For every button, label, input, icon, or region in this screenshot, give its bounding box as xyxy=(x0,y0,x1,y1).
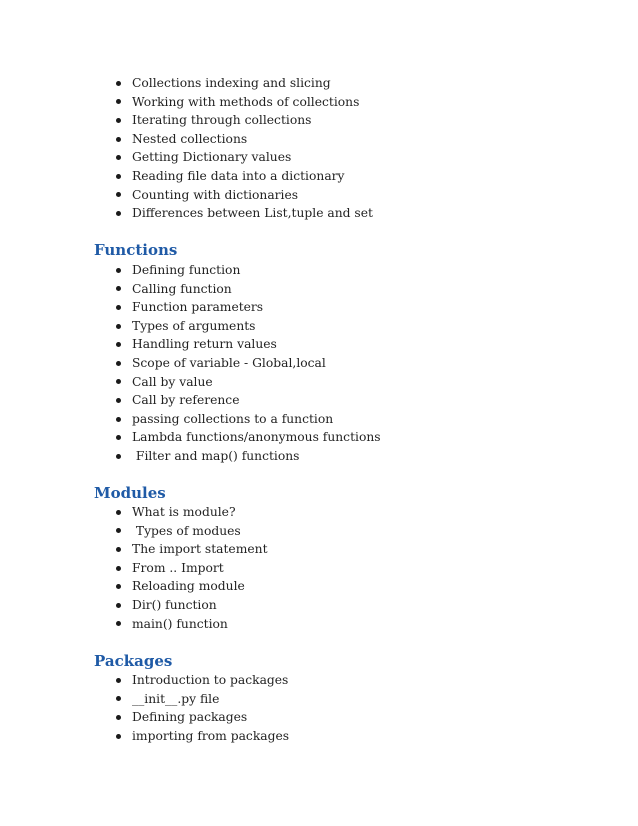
list-item-text: Nested collections xyxy=(132,131,248,146)
list-item xyxy=(116,74,373,93)
bullet-icon xyxy=(116,417,121,422)
list-item xyxy=(116,317,381,336)
list-item xyxy=(116,280,381,299)
bullet-icon xyxy=(116,379,121,384)
bullet-icon xyxy=(116,734,121,739)
bullet-icon xyxy=(116,81,121,86)
bullet-icon xyxy=(116,696,121,701)
list-item-text: From .. Import xyxy=(132,560,224,575)
list-item-text: Calling function xyxy=(132,281,232,296)
bullet-icon xyxy=(116,435,121,440)
list-item-text: Iterating through collections xyxy=(132,113,312,128)
list-item-text: Handling return values xyxy=(132,337,277,352)
list-item-text: __init__.py file xyxy=(132,691,220,706)
bullet-icon xyxy=(116,174,121,179)
list-item-text: passing collections to a function xyxy=(132,411,334,426)
list-item xyxy=(116,522,268,541)
list-item xyxy=(116,690,289,709)
list-item xyxy=(116,596,268,615)
list-item xyxy=(116,671,289,690)
bullet-icon xyxy=(116,268,121,273)
list-item xyxy=(116,540,268,559)
list-item xyxy=(116,335,381,354)
bullet-icon xyxy=(116,99,121,104)
bullet-icon xyxy=(116,566,121,571)
list-item xyxy=(116,615,268,634)
list-item-text: Introduction to packages xyxy=(132,673,289,687)
bullet-icon xyxy=(116,528,121,533)
list-item xyxy=(116,559,268,578)
list-item xyxy=(116,447,381,466)
bullet-icon xyxy=(116,286,121,291)
bullet-icon xyxy=(116,118,121,123)
list-item-text: Collections indexing and slicing xyxy=(132,76,331,90)
list-item xyxy=(116,577,268,596)
list-item xyxy=(116,93,373,112)
list-item xyxy=(116,410,381,429)
section-heading-packages: Packages xyxy=(94,652,173,670)
list-item xyxy=(116,298,381,317)
list-item-text: Call by value xyxy=(132,374,213,389)
bullet-icon xyxy=(116,137,121,142)
list-item-text: importing from packages xyxy=(132,728,290,743)
list-item xyxy=(116,111,373,130)
list-item-text: Reading file data into a dictionary xyxy=(132,168,345,183)
bullet-icon xyxy=(116,361,121,366)
bullet-icon xyxy=(116,510,121,515)
list-item-text: Types of modues xyxy=(132,523,241,538)
list-item xyxy=(116,428,381,447)
list-item-text: Defining function xyxy=(132,263,241,277)
list-item-text: Counting with dictionaries xyxy=(132,187,299,202)
bullet-icon xyxy=(116,547,121,552)
list-item xyxy=(116,391,381,410)
bullet-icon xyxy=(116,398,121,403)
list-item-text: Reloading module xyxy=(132,579,245,594)
list-item xyxy=(116,354,381,373)
list-item-text: Types of arguments xyxy=(132,318,256,333)
bullet-icon xyxy=(116,621,121,626)
list-item-text: The import statement xyxy=(132,542,268,557)
list-item xyxy=(116,727,289,746)
bullet-icon xyxy=(116,211,121,216)
bullet-icon xyxy=(116,715,121,720)
list-item-text: main() function xyxy=(132,616,228,631)
list-item xyxy=(116,167,373,186)
list-item-text: What is module? xyxy=(132,505,236,519)
list-item-text: Filter and map() functions xyxy=(132,448,300,463)
bullet-icon xyxy=(116,454,121,459)
section-heading-functions: Functions xyxy=(94,241,178,259)
list-item-text: Dir() function xyxy=(132,597,217,612)
list-item xyxy=(116,148,373,167)
functions-topic-list xyxy=(116,261,381,466)
bullet-icon xyxy=(116,603,121,608)
list-item xyxy=(116,186,373,205)
list-item xyxy=(116,204,373,223)
bullet-icon xyxy=(116,584,121,589)
bullet-icon xyxy=(116,192,121,197)
list-item-text: Defining packages xyxy=(132,710,248,725)
collections-topic-list xyxy=(116,74,373,223)
list-item-text: Function parameters xyxy=(132,300,264,315)
bullet-icon xyxy=(116,305,121,310)
list-item xyxy=(116,130,373,149)
list-item xyxy=(116,373,381,392)
list-item-text: Scope of variable - Global,local xyxy=(132,355,326,370)
list-item-text: Working with methods of collections xyxy=(132,94,360,109)
list-item xyxy=(116,503,268,522)
bullet-icon xyxy=(116,678,121,683)
list-item-text: Differences between List,tuple and set xyxy=(132,206,373,221)
bullet-icon xyxy=(116,342,121,347)
list-item-text: Lambda functions/anonymous functions xyxy=(132,430,381,445)
bullet-icon xyxy=(116,324,121,329)
packages-topic-list xyxy=(116,671,289,745)
list-item-text: Call by reference xyxy=(132,393,240,408)
list-item-text: Getting Dictionary values xyxy=(132,150,292,165)
bullet-icon xyxy=(116,155,121,160)
list-item xyxy=(116,261,381,280)
modules-topic-list xyxy=(116,503,268,633)
list-item xyxy=(116,708,289,727)
section-heading-modules: Modules xyxy=(94,484,166,502)
